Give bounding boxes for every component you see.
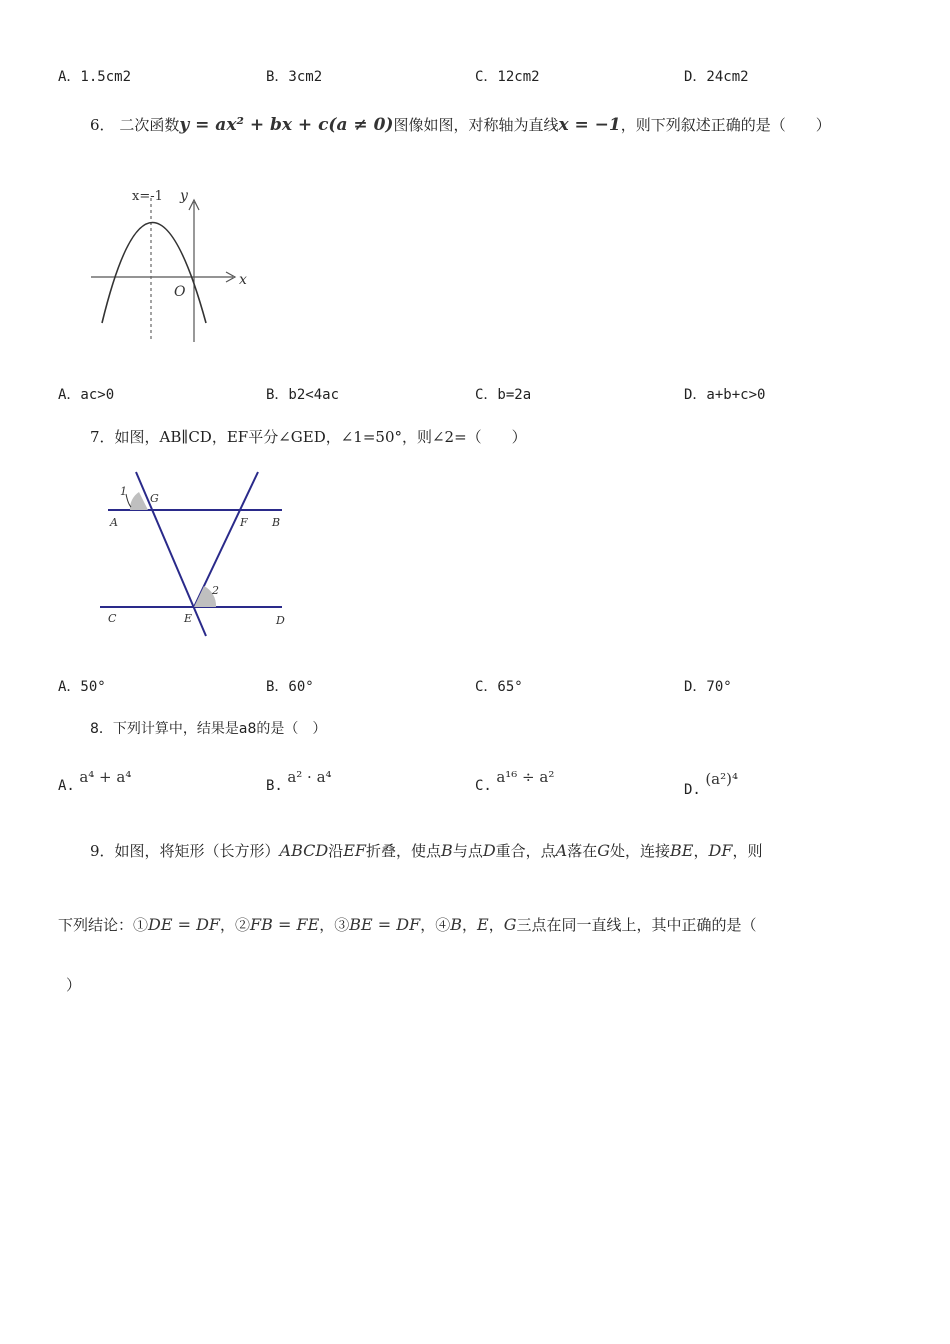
- q6-option-a[interactable]: A．ac>0: [58, 387, 115, 403]
- q5-option-c[interactable]: C．12cm2: [475, 69, 540, 85]
- q9-math-a: A: [555, 841, 568, 860]
- q9-line3: ）: [66, 976, 82, 994]
- q9-math-fb-fe: FB = FE: [250, 915, 320, 934]
- q5-option-a[interactable]: A．1.5cm2: [58, 69, 132, 85]
- label-c: C: [108, 612, 117, 625]
- label-1: 1: [120, 485, 127, 498]
- q7-options: [0, 676, 950, 706]
- q8-option-a-letter: A.: [58, 778, 75, 794]
- q8-options: [0, 766, 950, 802]
- q8-option-a-expr: a⁴ + a⁴: [79, 768, 132, 786]
- axis-label: x=-1: [132, 189, 163, 204]
- q8-option-b-letter: B.: [266, 778, 283, 794]
- q5-option-b[interactable]: B．3cm2: [266, 69, 323, 85]
- q9-math-ef: EF: [343, 841, 367, 860]
- q9-math-e: E: [477, 915, 489, 934]
- q9-text: 折叠，使点: [366, 842, 442, 860]
- q9-math-g: G: [503, 915, 517, 934]
- q6-mid: 图像如图，对称轴为直线: [393, 116, 559, 134]
- q9-text: ，: [488, 916, 504, 934]
- q8-option-c-expr: a¹⁶ ÷ a²: [496, 768, 555, 786]
- parabola-curve: [102, 223, 206, 324]
- q9-math-b: B: [441, 841, 453, 860]
- q9-line2: [58, 914, 757, 935]
- q6-parabola-figure: [88, 180, 258, 350]
- q9-text: 下列结论：①: [58, 916, 149, 934]
- q9-text: 9．如图，将矩形（长方形）: [90, 842, 280, 860]
- q9-line1: [90, 840, 762, 861]
- q6-options: [0, 384, 950, 414]
- q6-axis-eq: x = −1: [558, 115, 621, 135]
- q8-option-a[interactable]: [58, 768, 132, 794]
- q9-text: ，: [693, 842, 709, 860]
- q9-math-be: BE: [670, 841, 694, 860]
- q6-option-c[interactable]: C．b=2a: [475, 387, 532, 403]
- q8-option-c[interactable]: [475, 768, 555, 794]
- line-ge: [136, 472, 206, 636]
- q8-option-d[interactable]: [684, 770, 738, 798]
- q7-option-d[interactable]: D．70°: [684, 679, 732, 695]
- q7-option-a[interactable]: A．50°: [58, 679, 106, 695]
- label-g: G: [150, 492, 159, 505]
- y-label: y: [180, 188, 188, 204]
- q5-option-d[interactable]: D．24cm2: [684, 69, 749, 85]
- q8-option-b-expr: a² · a⁴: [287, 768, 332, 786]
- label-f: F: [240, 516, 248, 529]
- q9-text: 三点在同一直线上，其中正确的是（: [516, 916, 757, 934]
- q9-text: ，②: [220, 916, 251, 934]
- q7-stem: 7．如图，AB∥CD，EF平分∠GED，∠1=50°，则∠2=（ ）: [90, 428, 527, 446]
- q9-text: 落在: [567, 842, 598, 860]
- q6-option-d[interactable]: D．a+b+c>0: [684, 387, 766, 403]
- q9-text: ，③: [319, 916, 350, 934]
- q8-option-b[interactable]: [266, 768, 332, 794]
- q9-text: ，: [462, 916, 478, 934]
- q9-math-b: B: [450, 915, 463, 934]
- label-b: B: [272, 516, 281, 529]
- q9-math-abcd: ABCD: [279, 841, 329, 860]
- q9-text: ，④: [420, 916, 451, 934]
- label-2: 2: [212, 584, 219, 597]
- line-ef: [194, 472, 258, 607]
- q8-option-d-expr: (a²)⁴: [705, 770, 738, 788]
- x-label: x: [239, 272, 247, 288]
- q9-math-d: D: [482, 841, 496, 860]
- q6-post: ，则下列叙述正确的是（ ）: [620, 116, 831, 134]
- q6-number: 6．: [90, 116, 115, 134]
- q9-text: 重合，点: [495, 842, 556, 860]
- label-e: E: [184, 612, 193, 625]
- q6-stem: [90, 114, 831, 135]
- q9-text: ，则: [732, 842, 763, 860]
- label-a: A: [110, 516, 118, 529]
- q8-option-c-letter: C.: [475, 778, 492, 794]
- q7-option-b[interactable]: B．60°: [266, 679, 314, 695]
- origin-label: O: [174, 284, 186, 300]
- q9-math-be-df: BE = DF: [349, 915, 421, 934]
- q6-option-b[interactable]: B．b2<4ac: [266, 387, 340, 403]
- q9-math-df: DF: [708, 841, 733, 860]
- q7-parallel-lines-figure: [96, 468, 296, 638]
- q6-formula: y = ax² + bx + c(a ≠ 0): [179, 115, 394, 135]
- q7-option-c[interactable]: C．65°: [475, 679, 523, 695]
- q9-text: 处，连接: [610, 842, 671, 860]
- q9-math-g: G: [597, 841, 611, 860]
- q8-stem: 8．下列计算中，结果是a8的是（ ）: [90, 721, 327, 737]
- q8-option-d-letter: D.: [684, 782, 701, 798]
- q9-math-de-df: DE = DF: [148, 915, 221, 934]
- q9-text: 沿: [328, 842, 344, 860]
- q5-options: [0, 66, 950, 96]
- label-d: D: [276, 614, 285, 627]
- q6-pre: 二次函数: [119, 116, 180, 134]
- q9-text: 与点: [452, 842, 483, 860]
